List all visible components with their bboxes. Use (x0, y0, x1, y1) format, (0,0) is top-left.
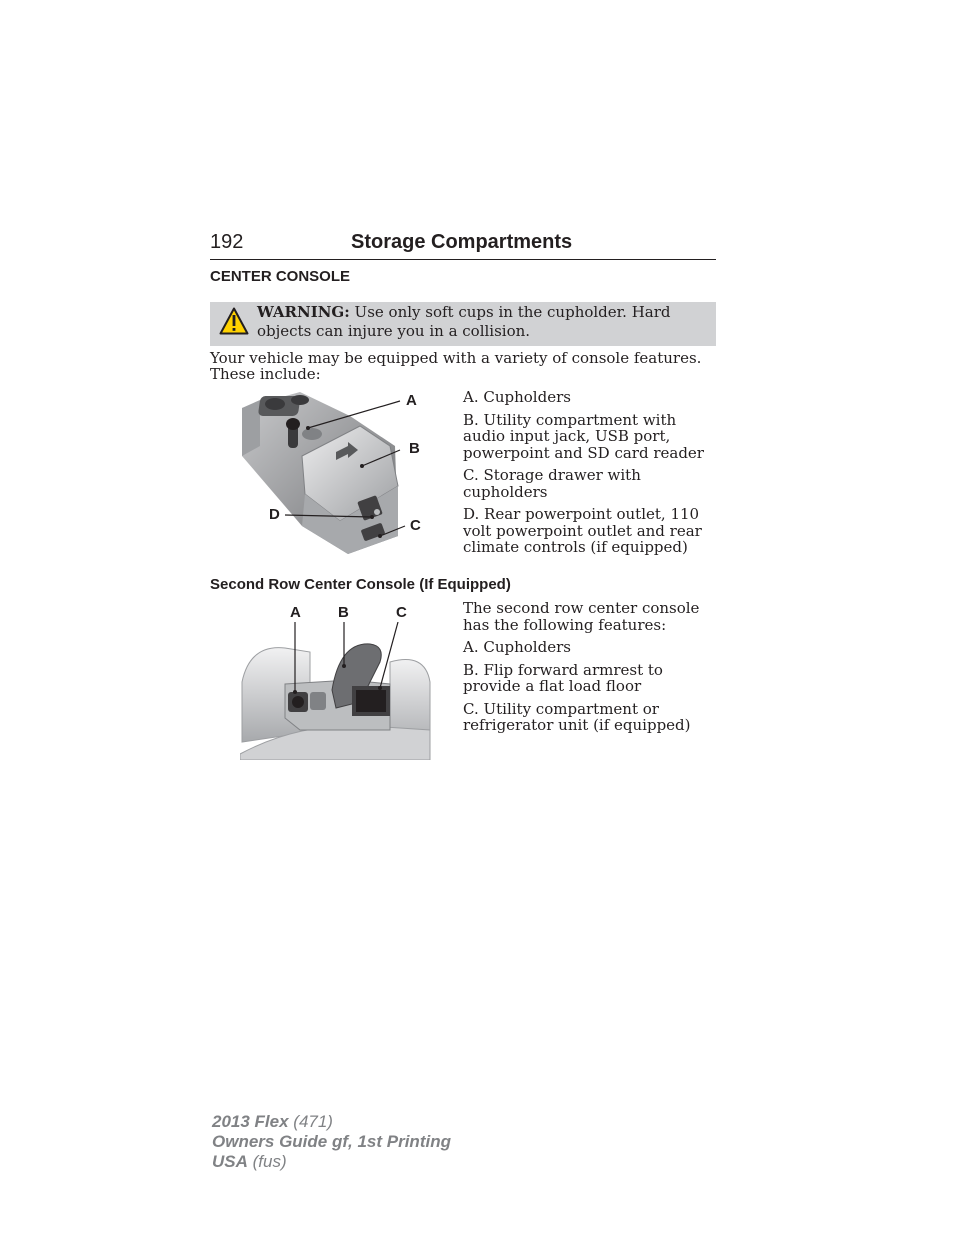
list-item: A. Cupholders (463, 388, 571, 406)
second-row-console-illustration (240, 622, 432, 760)
warning-triangle-icon (219, 307, 249, 335)
figure-label-c: C (396, 604, 407, 621)
footer-guide: Owners Guide gf, 1st Printing (212, 1132, 451, 1151)
figure-label-d: D (269, 506, 280, 523)
center-console-heading: CENTER CONSOLE (210, 268, 351, 285)
list-item: B. Utility compartment with audio input jack, USB port, powerpoint and SD card reader (463, 410, 704, 462)
warning-label: WARNING: (257, 303, 350, 321)
figure-label-a: A (406, 392, 417, 409)
page-header (210, 230, 716, 260)
list-item: C. Storage drawer with cupholders (463, 466, 641, 501)
warning-text (257, 303, 707, 341)
section-title: Storage Compartments (351, 231, 573, 253)
list-item: C. Utility compartment or refrigerator unit (if equipped) (463, 699, 691, 734)
figure-label-c: C (410, 517, 421, 534)
center-console-intro: Your vehicle may be equipped with a variety of console features. These include: (210, 349, 702, 383)
list-item: The second row center console has the following features: (463, 599, 700, 634)
figure-label-a: A (290, 604, 301, 621)
list-item: A. Cupholders (463, 638, 571, 656)
second-row-feature-list (463, 600, 717, 734)
figure-label-b: B (409, 440, 420, 457)
figure-label-b: B (338, 604, 349, 621)
warning-box (210, 302, 716, 346)
footer-region: USA (212, 1152, 248, 1171)
footer-region-code: (fus) (247, 1152, 287, 1171)
list-item: D. Rear powerpoint outlet, 110 volt powerpoint outlet and rear climate controls (if equipped) (463, 505, 702, 556)
footer-guide-line (212, 1132, 451, 1152)
warning-message: Use only soft cups in the cupholder. Hard objects can injure you in a collision. (257, 303, 671, 340)
second-row-heading: Second Row Center Console (If Equipped) (210, 576, 511, 593)
list-item: B. Flip forward armrest to provide a flat load floor (463, 660, 663, 695)
page-number: 192 (210, 231, 244, 253)
footer-model-line (212, 1112, 451, 1132)
footer-model: 2013 Flex (212, 1112, 289, 1131)
center-console-feature-list (463, 389, 717, 556)
footer-region-line (212, 1152, 451, 1172)
footer-model-code: (471) (288, 1112, 333, 1131)
page-footer (212, 1112, 451, 1172)
